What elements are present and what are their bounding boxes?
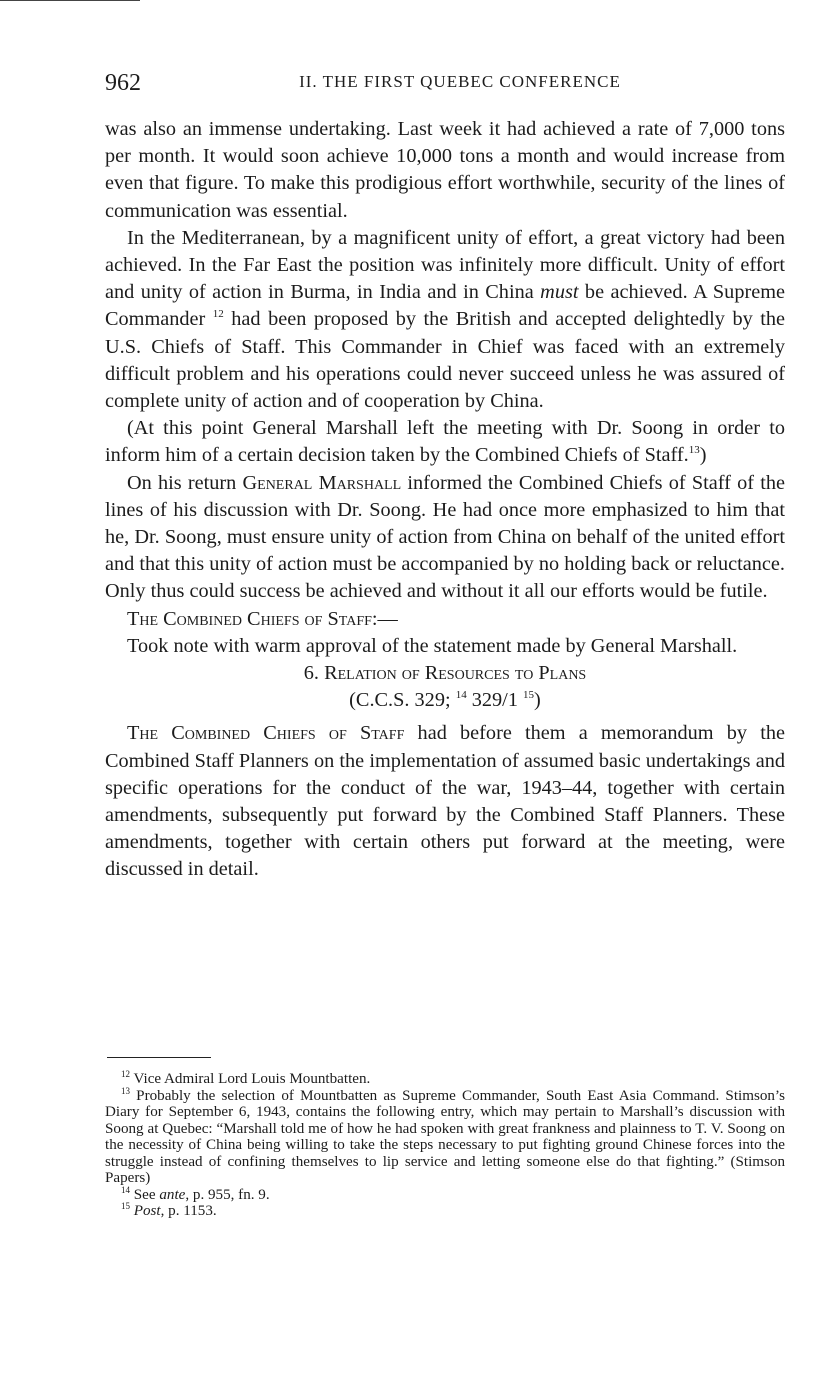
footnote-12: $^{12}$ Vice Admiral Lord Louis Mountbatten. <box>121 1068 371 1087</box>
footnotes <box>105 1068 785 1220</box>
footnote-ref-13[interactable]: 13 <box>688 444 700 457</box>
footnote-rule <box>107 1057 211 1058</box>
page-number: 962 <box>105 70 141 96</box>
footnote-14: $^{14}$ See ante, p. 955, fn. 9. <box>121 1184 270 1203</box>
footnote-15: $^{15}$ Post, p. 1153. <box>121 1200 217 1219</box>
footnote-ref-15[interactable]: 15 <box>523 689 535 702</box>
page-header <box>105 70 785 100</box>
paragraph-5: The Combined Chiefs of Staff:— <box>127 607 398 630</box>
top-rule <box>0 0 140 1</box>
paragraph-3: (At this point General Marshall left the meeting with Dr. Soong in order to inform him of a certain decision taken by the Combined Chiefs of Staff.$^{13}$) <box>105 417 785 467</box>
section-heading: 6. Relation of Resources to Plans <box>303 662 587 685</box>
section-reference: (C.C.S. 329; $^{14}$ 329/1 $^{15}$) <box>349 689 541 712</box>
body-text <box>105 116 785 884</box>
paragraph-1: was also an immense undertaking. Last week it had achieved a rate of 7,000 tons per month. It would soon achieve 10,000 tons a month and would increase from even that figure. To make this prodigious effort worthwhile, security of the lines of communication was essential. <box>105 118 785 222</box>
footnote-ref-14[interactable]: 14 <box>455 689 467 702</box>
footnote-13: $^{13}$ Probably the selection of Mountbatten as Supreme Commander, South East Asia Command. Stimson’s Diary for September 6, 1943, contains the following entry, which may pertain to Marshall’s discussion with Soong at Quebec: “Marshall told me of how he had spoken with great frankness and plainness to T. V. Soong on the necessity of China being willing to take the steps necessary to put fighting ground Chinese forces into the struggle instead of confining themselves to lip service and letting someone else do that fighting.” (Stimson Papers) <box>105 1085 785 1186</box>
running-head: II. THE FIRST QUEBEC CONFERENCE <box>299 72 621 91</box>
paragraph-6: Took note with warm approval of the statement made by General Marshall. <box>127 634 738 657</box>
emphasis-must: must <box>540 281 579 304</box>
paragraph-4: On his return General Marshall informed the Combined Chiefs of Staff of the lines of his discussion with Dr. Soong. He had once more emphasized to him that he, Dr. Soong, must ensure unity of action from China on behalf of the united effort and that this unity of action must be accompanied by no holding back or reluctance. Only thus could success be achieved and without it all our efforts would be futile. <box>105 471 786 603</box>
footnote-ref-12[interactable]: 12 <box>212 308 224 321</box>
speaker-name: General Marshall <box>242 471 402 494</box>
speaker-name: The Combined Chiefs of Staff <box>127 607 372 630</box>
paragraph-2: In the Mediterranean, by a magnificent unity of effort, a great victory had been achieved. In the Far East the position was infinitely more difficult. Unity of effort and unity of action in Burma, in India and in China must be achieved. A Supreme Commander $^{12}$ had been proposed by the British and accepted delightedly by the U.S. Chiefs of Staff. This Commander in Chief was faced with an extremely difficult problem and his operations could never succeed unless he was assured of complete unity of action and of cooperation by China. <box>105 226 786 413</box>
speaker-name: The Combined Chiefs of Staff <box>127 722 405 745</box>
paragraph-7: The Combined Chiefs of Staff had before them a memorandum by the Combined Staff Planners on the implementation of assumed basic undertakings and specific operations for the conduct of the war, 1943–44, together with certain amendments, subsequently put forward by the Combined Staff Planners. These amendments, together with certain others put forward at the meeting, were discussed in detail. <box>105 722 786 881</box>
